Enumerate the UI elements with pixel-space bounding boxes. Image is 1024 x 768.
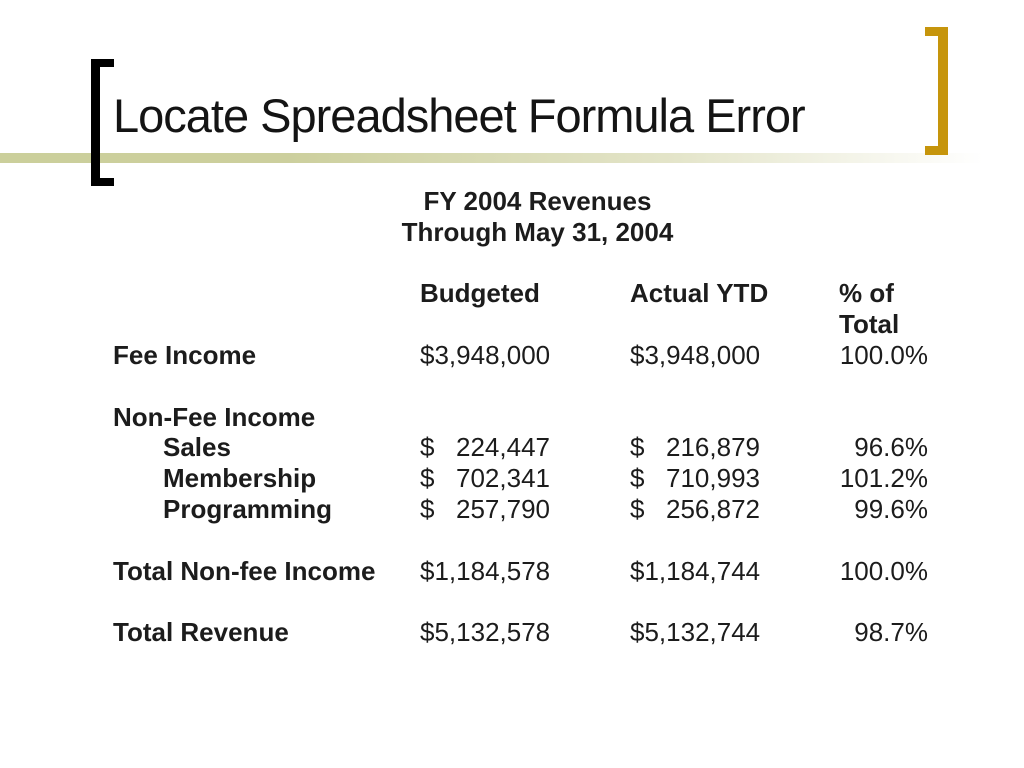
table-heading-line2: Through May 31, 2004 — [401, 216, 674, 247]
dollar-sign: $ — [630, 339, 645, 370]
column-header-pct-line2: Total — [839, 309, 900, 340]
cell-actual — [630, 494, 760, 525]
cell-actual — [630, 617, 760, 648]
cell-actual — [630, 340, 760, 371]
row-label: Fee Income — [113, 339, 257, 370]
dollar-sign: $ — [630, 555, 645, 586]
header-row-2 — [113, 309, 928, 340]
dollar-sign: $ — [420, 493, 435, 524]
cell-budgeted — [420, 432, 550, 463]
dollar-sign: $ — [630, 463, 645, 494]
table-row-total-revenue — [113, 617, 928, 648]
actual-value: 5,132,744 — [644, 617, 761, 648]
table-row-total-non-fee — [113, 556, 928, 587]
spacer-row — [113, 586, 928, 617]
cell-pct: 99.6% — [854, 493, 928, 524]
dollar-sign: $ — [630, 617, 645, 648]
actual-value: 1,184,744 — [644, 555, 761, 586]
spacer-row — [113, 525, 928, 556]
revenue-table — [113, 186, 928, 648]
row-label: Sales — [163, 432, 231, 463]
table-row-programming — [113, 494, 928, 525]
cell-actual — [630, 463, 760, 494]
budgeted-value: 224,447 — [456, 432, 550, 463]
cell-budgeted — [420, 340, 550, 371]
row-label: Total Non-fee Income — [113, 555, 376, 586]
budgeted-value: 257,790 — [456, 493, 550, 524]
cell-pct: 96.6% — [854, 432, 928, 463]
header-row — [113, 278, 928, 309]
slide-title: Locate Spreadsheet Formula Error — [113, 89, 805, 142]
table-row-sales — [113, 432, 928, 463]
divider-band — [0, 153, 1024, 163]
left-bracket-decoration — [91, 59, 114, 186]
budgeted-value: 5,132,578 — [434, 617, 551, 648]
cell-budgeted — [420, 556, 550, 587]
dollar-sign: $ — [420, 617, 435, 648]
row-label: Membership — [163, 463, 317, 494]
dollar-sign: $ — [420, 432, 435, 463]
table-row-fee-income — [113, 340, 928, 371]
cell-budgeted — [420, 617, 550, 648]
row-label: Programming — [163, 493, 333, 524]
cell-budgeted — [420, 463, 550, 494]
budgeted-value: 1,184,578 — [434, 555, 551, 586]
dollar-sign: $ — [630, 432, 645, 463]
cell-pct: 101.2% — [839, 463, 928, 494]
actual-value: 710,993 — [666, 463, 760, 494]
dollar-sign: $ — [420, 555, 435, 586]
actual-value: 3,948,000 — [644, 339, 761, 370]
column-header-budgeted: Budgeted — [420, 278, 540, 309]
budgeted-value: 702,341 — [456, 463, 550, 494]
cell-pct: 100.0% — [839, 555, 928, 586]
table-row-membership — [113, 463, 928, 494]
column-header-actual-ytd: Actual YTD — [630, 278, 769, 309]
table-heading-line1: FY 2004 Revenues — [423, 186, 652, 216]
spacer-row — [113, 371, 928, 402]
cell-actual — [630, 556, 760, 587]
dollar-sign: $ — [420, 463, 435, 494]
cell-pct: 100.0% — [839, 339, 928, 370]
actual-value: 256,872 — [666, 493, 760, 524]
right-bracket-decoration — [925, 27, 948, 155]
column-header-pct-line1: % of — [839, 278, 894, 309]
row-label: Non-Fee Income — [113, 401, 316, 432]
cell-pct: 98.7% — [854, 617, 928, 648]
cell-actual — [630, 432, 760, 463]
budgeted-value: 3,948,000 — [434, 339, 551, 370]
cell-budgeted — [420, 494, 550, 525]
table-row-non-fee-income — [113, 402, 928, 433]
row-label: Total Revenue — [113, 617, 289, 648]
actual-value: 216,879 — [666, 432, 760, 463]
dollar-sign: $ — [420, 339, 435, 370]
dollar-sign: $ — [630, 493, 645, 524]
spacer-row — [113, 248, 928, 279]
